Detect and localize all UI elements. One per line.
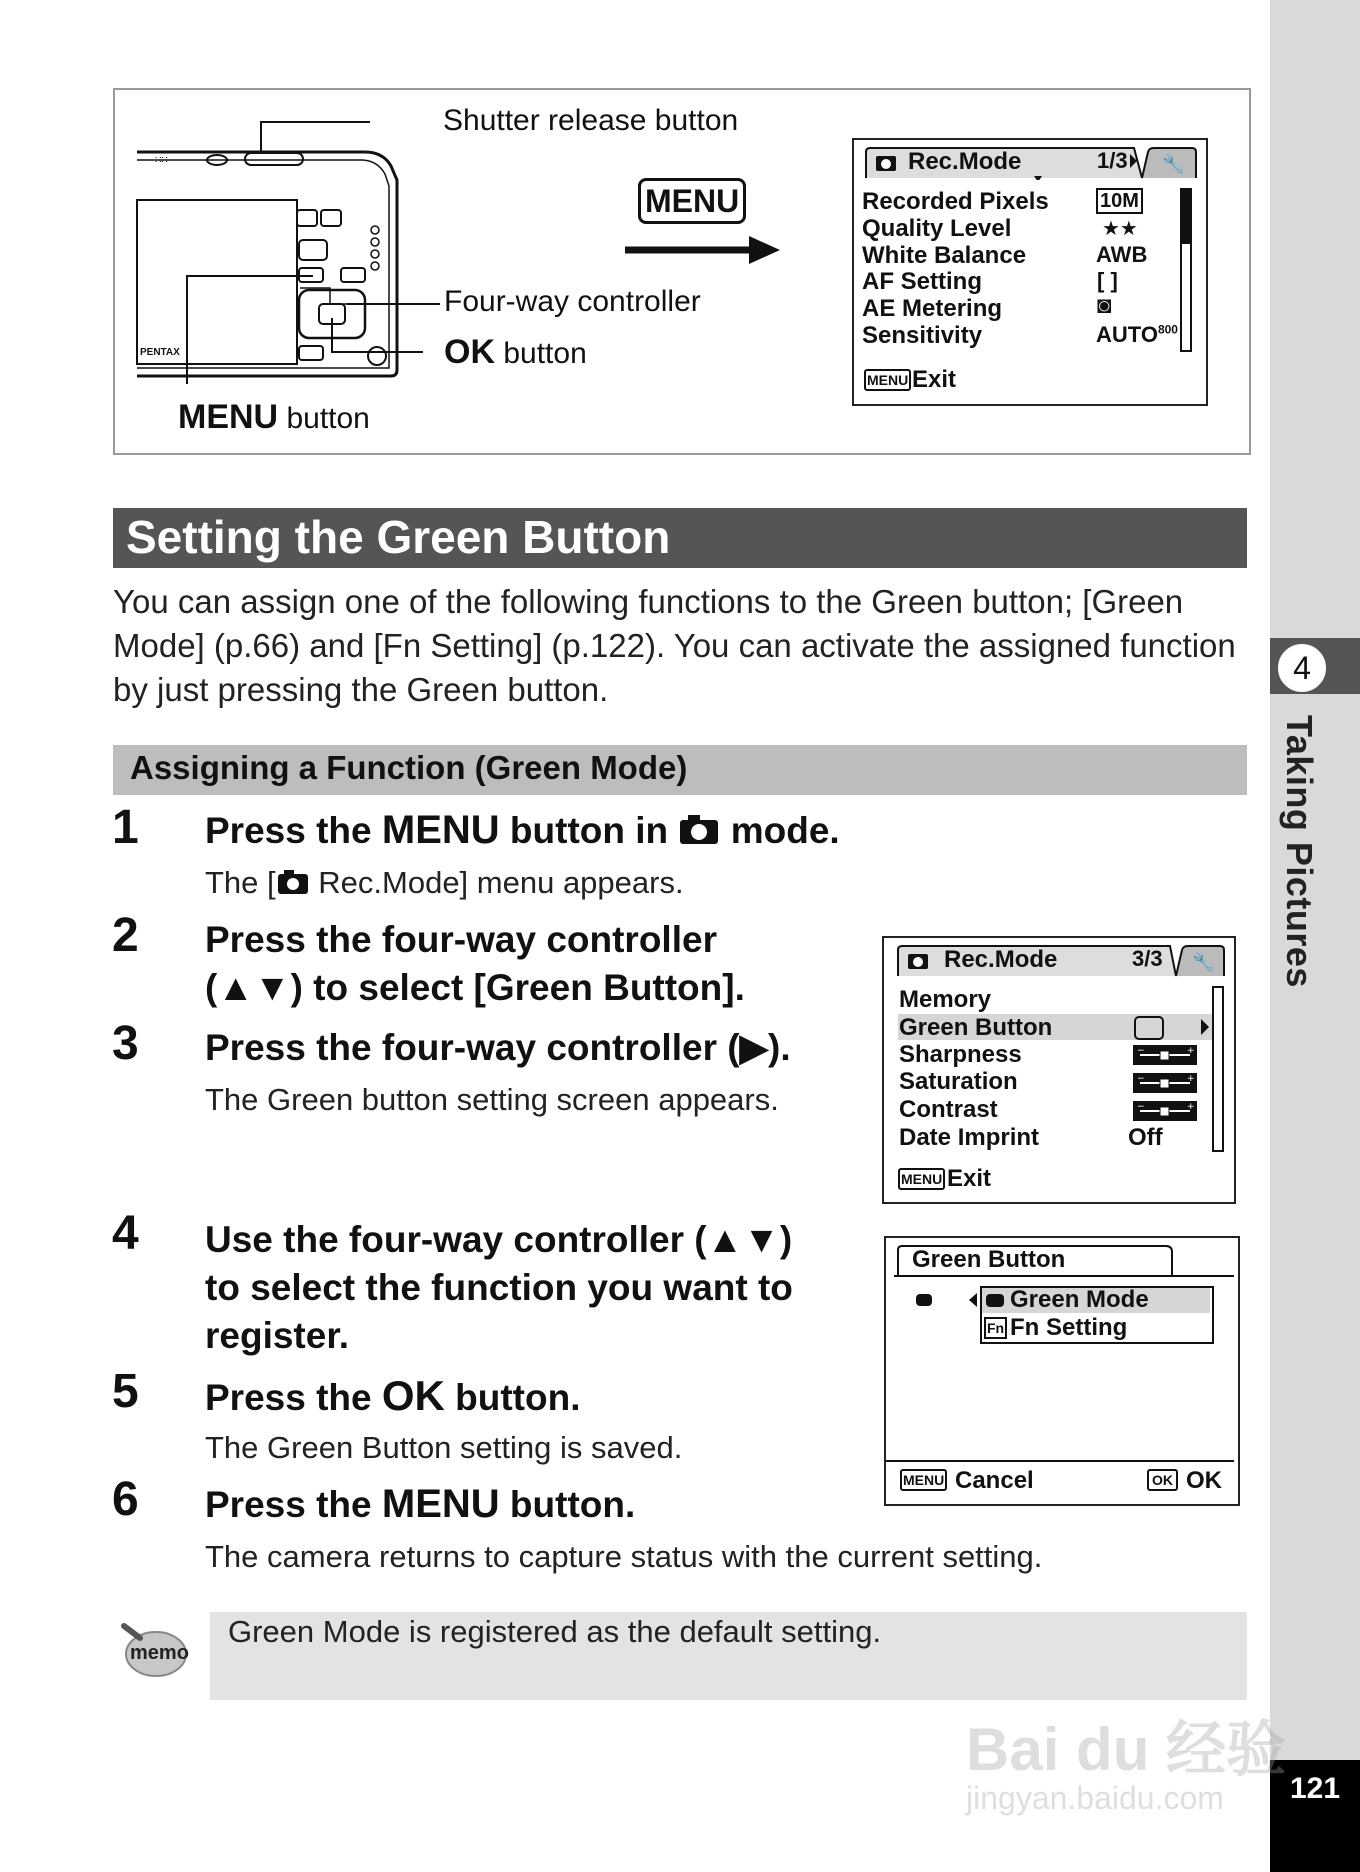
- page-number: 121: [1289, 1772, 1341, 1805]
- chapter-title: Taking Pictures: [1279, 715, 1320, 988]
- step-4-number: 4: [112, 1207, 139, 1260]
- chapter-number: 4: [1276, 642, 1328, 694]
- rec-mode-tab-1: Rec.Mode: [908, 148, 1022, 175]
- menu-item-green-button: Green Button: [899, 1014, 1053, 1041]
- green-button-tab: Green Button: [912, 1246, 1066, 1273]
- step-1-text-c: mode.: [720, 810, 840, 851]
- step-1-detail: [205, 865, 684, 901]
- menu-item-sharpness: Sharpness: [899, 1041, 1022, 1068]
- step-1-detail-a: The [: [205, 865, 276, 900]
- step-4-line-3: register.: [205, 1315, 349, 1356]
- step-6-heading: [205, 1480, 635, 1529]
- menu-key-icon-lcd2: MENU: [898, 1168, 945, 1190]
- camera-brand: PENTAX: [140, 347, 180, 358]
- step-4-line-1: Use the four-way controller (▲▼): [205, 1219, 793, 1260]
- step-3-number: 3: [112, 1017, 139, 1070]
- step-2-number: 2: [112, 909, 139, 962]
- step-6-text-a: Press the: [205, 1484, 382, 1525]
- svg-text:+: +: [1187, 1102, 1195, 1112]
- rec-mode-tab-3: Rec.Mode: [944, 946, 1058, 973]
- menu-item-white-balance: White Balance: [862, 242, 1027, 269]
- subsection-title: Assigning a Function (Green Mode): [130, 749, 688, 786]
- svg-text:+: +: [1187, 1074, 1195, 1084]
- shutter-release-label: Shutter release button: [443, 104, 739, 137]
- step-1-detail-b: Rec.Mode] menu appears.: [309, 865, 684, 900]
- lcd3-footer-divider: [886, 1460, 1234, 1462]
- menu-item-recorded-pixels: Recorded Pixels: [862, 188, 1049, 215]
- svg-text:∷∷: ∷∷: [155, 155, 168, 166]
- memo-badge-text: memo: [130, 1642, 189, 1664]
- camera-icon: [678, 814, 720, 846]
- menu-key-icon-lcd3: MENU: [900, 1469, 947, 1491]
- ae-metering-icon: ◙: [1097, 292, 1112, 319]
- ok-label: OK: [1186, 1467, 1222, 1494]
- cancel-label: Cancel: [955, 1467, 1034, 1494]
- step-3-line-1: Press the four-way controller (▶).: [205, 1027, 791, 1068]
- slider-icons: [1132, 1044, 1200, 1124]
- step-5-ok-key: OK: [381, 1372, 445, 1419]
- menu-item-memory: Memory: [899, 986, 992, 1013]
- menu-item-date-imprint: Date Imprint: [899, 1124, 1040, 1151]
- white-balance-value: AWB: [1096, 242, 1148, 267]
- ok-key-label: OK: [444, 333, 495, 371]
- menu-item-sensitivity: Sensitivity: [862, 322, 983, 349]
- svg-text:−: −: [1137, 1102, 1145, 1112]
- menu-item-ae-metering: AE Metering: [862, 295, 1003, 322]
- arrow-right-icon: [1200, 1018, 1210, 1036]
- section-title: Setting the Green Button: [126, 511, 671, 563]
- fn-icon: Fn: [984, 1317, 1007, 1339]
- date-imprint-value: Off: [1128, 1124, 1163, 1151]
- step-1-menu-key: MENU: [381, 808, 500, 852]
- svg-text:+: +: [1187, 1046, 1195, 1056]
- step-1-text-b: button in: [499, 810, 679, 851]
- ok-button-label: button: [503, 337, 587, 370]
- arrow-left-icon: [968, 1292, 978, 1308]
- option-green-mode: Green Mode: [1010, 1286, 1149, 1313]
- svg-text:🔧: 🔧: [1162, 154, 1185, 175]
- green-mode-indicator-icon: [916, 1294, 932, 1306]
- step-6-menu-key: MENU: [381, 1482, 500, 1526]
- step-6-number: 6: [112, 1473, 139, 1526]
- step-5-number: 5: [112, 1365, 139, 1418]
- watermark-logo: Bai du 经验: [966, 1716, 1287, 1783]
- menu-item-quality-level: Quality Level: [862, 215, 1012, 242]
- step-1-heading: [205, 806, 840, 855]
- quality-level-value: ★★: [1102, 218, 1138, 240]
- step-1-number: 1: [112, 801, 139, 854]
- exit-label-1: Exit: [912, 366, 957, 393]
- scrollbar-3: [1212, 986, 1224, 1152]
- sensitivity-value: [1096, 322, 1178, 348]
- step-4-line-2: to select the function you want to: [205, 1267, 793, 1308]
- green-mode-icon: [986, 1294, 1004, 1307]
- af-setting-value: [ ]: [1097, 268, 1118, 293]
- step-5-text-b: button.: [444, 1377, 581, 1418]
- menu-item-af-setting: AF Setting: [862, 268, 982, 295]
- sensitivity-max: 800: [1157, 322, 1178, 337]
- camera-icon-small: [276, 869, 310, 895]
- sensitivity-auto: AUTO: [1096, 322, 1158, 347]
- section-intro: You can assign one of the following functions to the Green button; [Green Mode] (p.66) and [Fn Setting] (p.122). You can activate the assigned function by just pressing the Green button.: [113, 583, 1236, 708]
- menu-item-saturation: Saturation: [899, 1068, 1018, 1095]
- step-5-heading: [205, 1372, 580, 1422]
- step-5-text-a: Press the: [205, 1377, 382, 1418]
- ok-key-icon-lcd3: OK: [1147, 1469, 1178, 1491]
- watermark-url: jingyan.baidu.com: [966, 1780, 1224, 1816]
- menu-button-label: button: [286, 402, 370, 435]
- svg-text:−: −: [1137, 1046, 1145, 1056]
- step-6-text-b: button.: [499, 1484, 636, 1525]
- option-fn-setting: Fn Setting: [1010, 1314, 1128, 1341]
- step-5-detail: The Green Button setting is saved.: [205, 1430, 683, 1465]
- menu-key-icon: MENU: [638, 178, 746, 224]
- step-6-detail: The camera returns to capture status with the current setting.: [205, 1539, 1043, 1574]
- scrollbar-1: [1180, 188, 1192, 352]
- svg-text:🔧: 🔧: [1192, 952, 1215, 973]
- step-2-line-1: Press the four-way controller: [205, 919, 717, 960]
- exit-label-3: Exit: [947, 1165, 992, 1192]
- four-way-controller-label: Four-way controller: [444, 285, 701, 318]
- memo-text: Green Mode is registered as the default setting.: [228, 1614, 882, 1649]
- green-button-icon: [1134, 1016, 1164, 1040]
- recorded-pixels-value: 10M: [1096, 188, 1143, 214]
- step-1-text-a: Press the: [205, 810, 382, 851]
- menu-key-icon-lcd1: MENU: [864, 369, 911, 391]
- rec-mode-page-3: 3/3: [1132, 946, 1163, 971]
- step-3-detail: The Green button setting screen appears.: [205, 1082, 779, 1117]
- menu-key-label: MENU: [178, 398, 279, 436]
- svg-text:−: −: [1137, 1074, 1145, 1084]
- rec-mode-page-1: 1/3: [1097, 148, 1128, 173]
- step-2-line-2: (▲▼) to select [Green Button].: [205, 967, 745, 1008]
- menu-item-contrast: Contrast: [899, 1096, 998, 1123]
